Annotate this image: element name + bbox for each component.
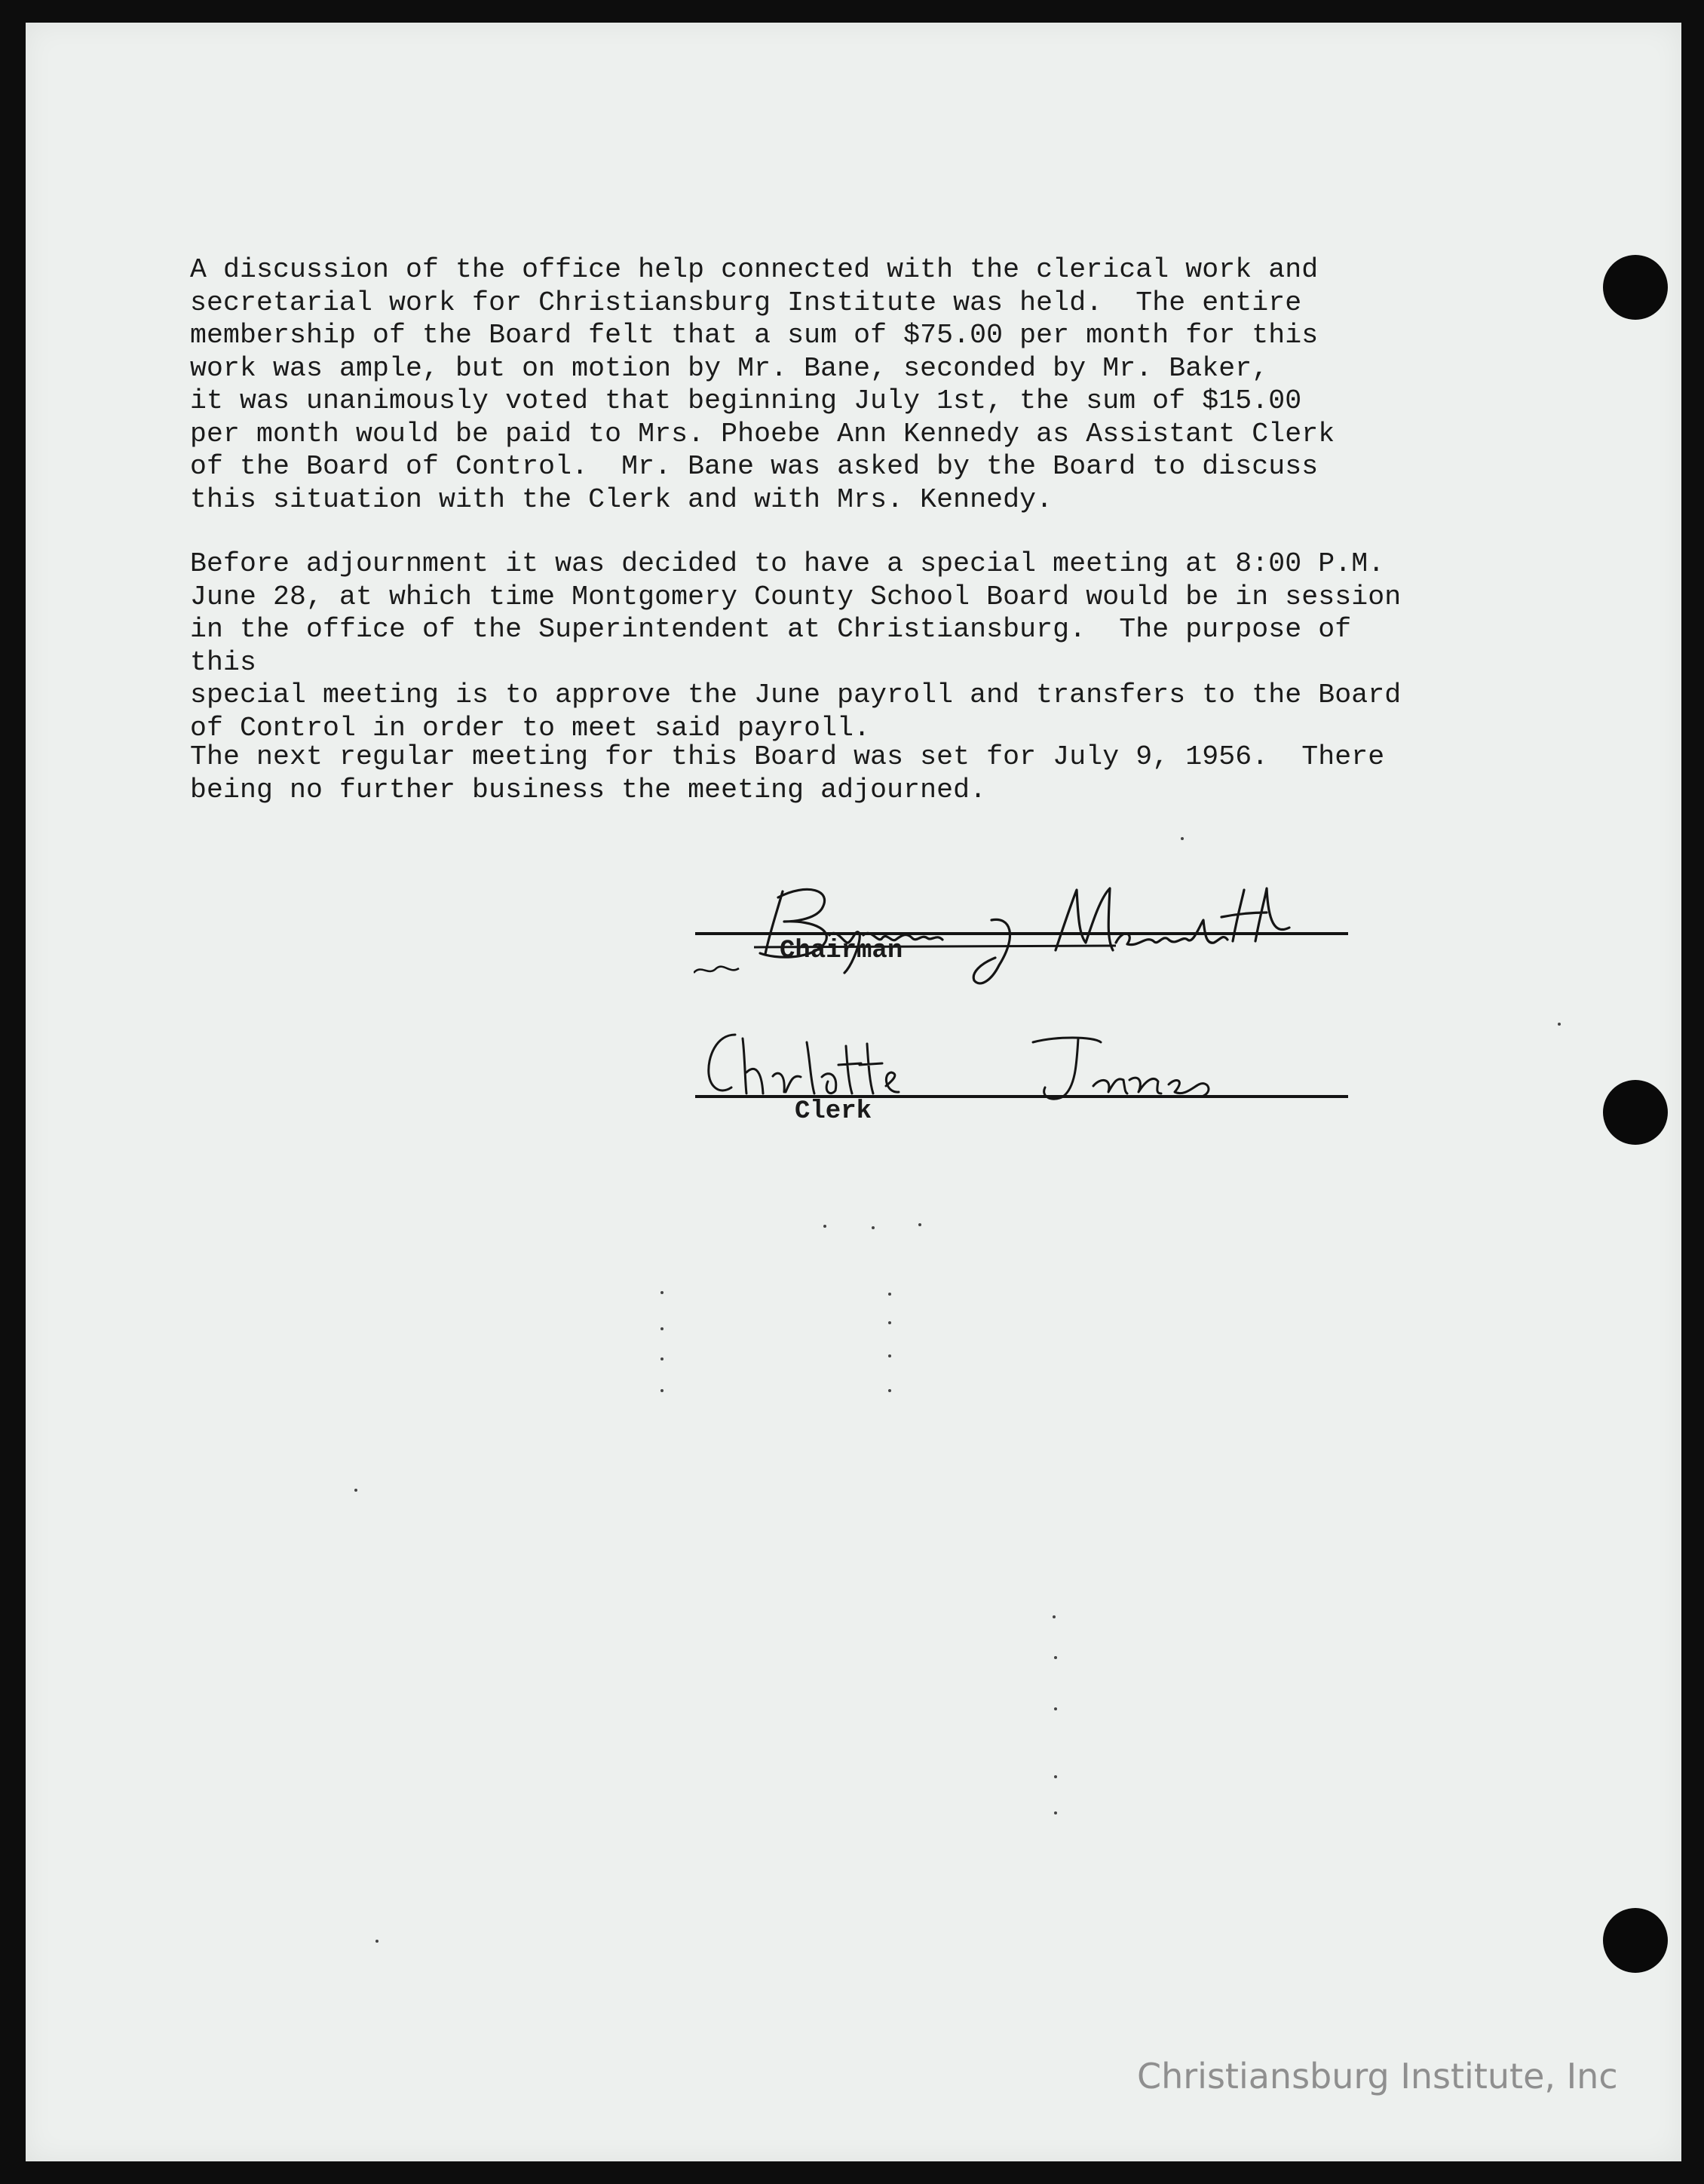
scan-speck [918,1223,921,1226]
punch-hole-bottom [1603,1908,1668,1973]
scan-speck [1053,1615,1056,1618]
paragraph-office-help: A discussion of the office help connected with the clerical work and secretarial work for Christiansburg Institute was held. The entire membership of the Board felt that a sum of $75.00 per month for this work was ample, but on motion by Mr. Bane, seconded by Mr. Baker, it was unanimously voted that beginning July 1st, the sum of $15.00 per month would be paid to Mrs. Phoebe Ann Kennedy as Assistant Clerk of the Board of Control. Mr. Bane was asked by the Board to discuss this situation with the Clerk and with Mrs. Kennedy. [190,254,1335,515]
paragraph-special-meeting: Before adjournment it was decided to have a special meeting at 8:00 P.M. June 28, at which time Montgomery County School Board would be in session in the office of the Superintendent at Christiansburg. The purpose of this special meeting is to approve the June payroll and transfers to the Board of Control in order to meet said payroll. [190,548,1402,744]
watermark: Christiansburg Institute, Inc [1137,2056,1618,2097]
scan-speck [872,1226,875,1229]
scan-speck [354,1489,357,1492]
clerk-signature-line [695,1095,1348,1098]
scan-speck [823,1225,826,1228]
scan-speck [888,1293,891,1296]
scan-speck [1054,1656,1057,1659]
scan-speck [1054,1775,1057,1778]
punch-hole-middle [1603,1080,1668,1145]
scan-speck [660,1357,664,1360]
scan-speck [1558,1023,1561,1026]
scan-speck [660,1291,664,1294]
scan-speck [888,1354,891,1357]
clerk-label: Clerk [795,1097,872,1126]
chairman-label: Chairman [780,937,903,965]
paragraph-next-meeting: The next regular meeting for this Board was set for July 9, 1956. There being no further business the meeting adjourned. [190,741,1385,805]
scan-speck [1054,1811,1057,1814]
scan-speck [375,1940,378,1943]
scan-speck [1054,1707,1057,1710]
scan-speck [888,1389,891,1392]
punch-hole-top [1603,255,1668,320]
scan-speck [1181,837,1184,840]
scan-speck [660,1327,664,1330]
chairman-signature-line [695,932,1348,935]
chairman-signature [694,875,1372,988]
scan-speck [660,1389,664,1392]
scan-speck [888,1321,891,1324]
